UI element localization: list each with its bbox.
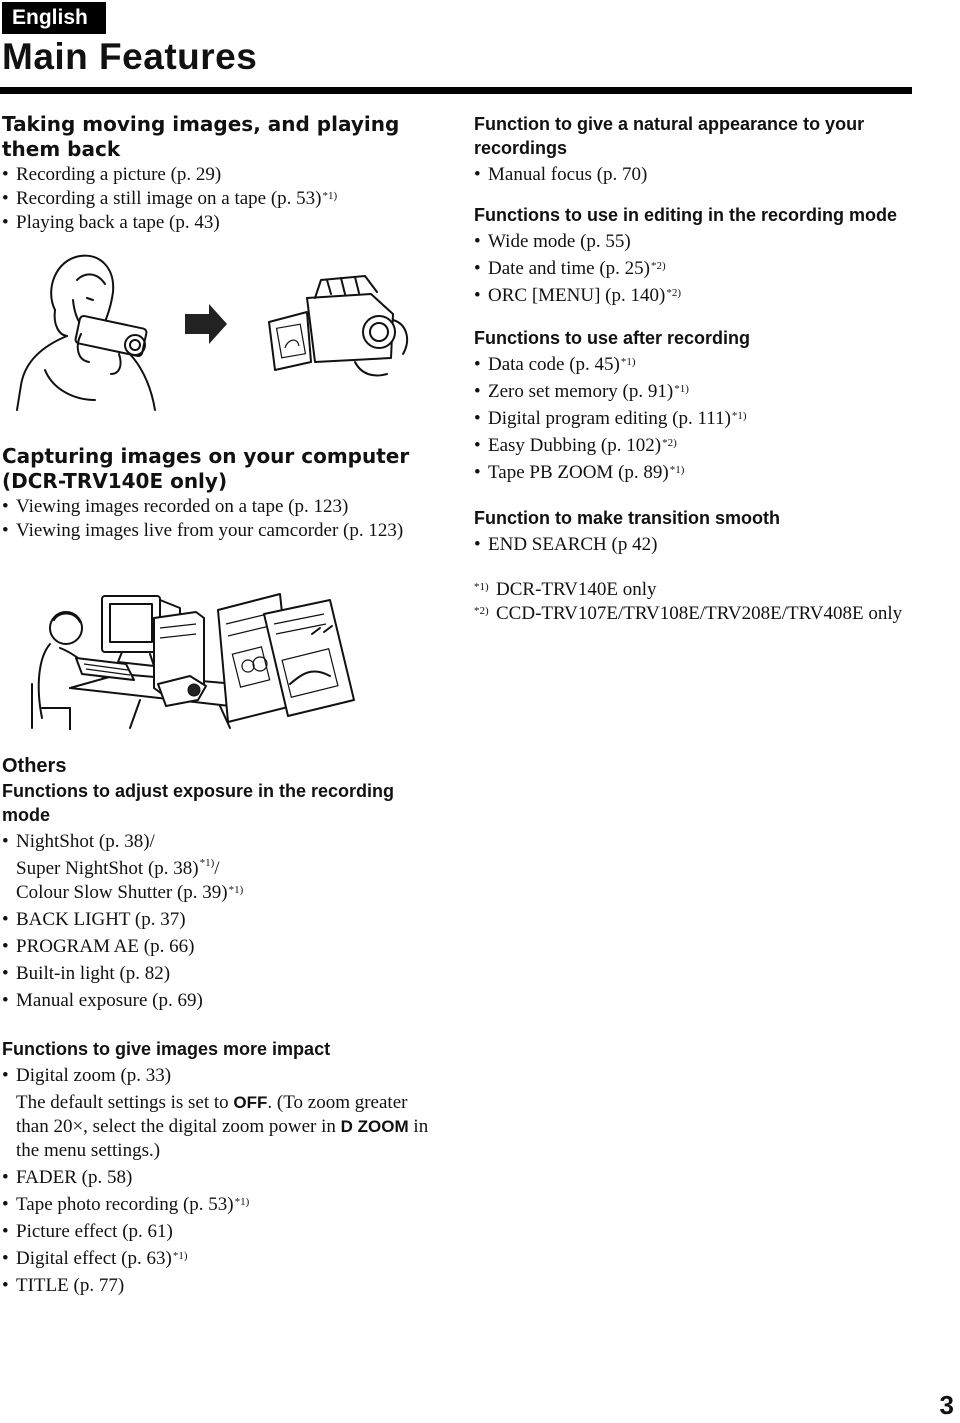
keyboard-icon	[76, 658, 134, 680]
subsection-heading: Functions to give images more impact	[2, 1039, 331, 1059]
list-item: • Picture effect (p. 61)	[2, 1221, 173, 1242]
footnotes	[474, 578, 914, 626]
list-item: • Recording a still image on a tape (p. 53)$^{*1)}$	[2, 188, 338, 209]
list-item: • Easy Dubbing (p. 102)$^{*2)}$	[474, 435, 677, 456]
camcorder-lcd-icon	[269, 276, 407, 376]
footnote: *2) CCD-TRV107E/TRV108E/TRV208E/TRV408E only	[474, 603, 903, 624]
zoom-note: The default settings is set to OFF. (To zoom greater than 20×, select the digital zoom power in D ZOOM in the menu settings.)	[16, 1092, 429, 1161]
list-item: • PROGRAM AE (p. 66)	[2, 936, 195, 957]
section-others	[2, 754, 442, 1301]
section-capturing-images	[2, 444, 442, 543]
page-number: 3	[939, 1390, 954, 1420]
section-natural-appearance	[474, 112, 924, 187]
person-with-camcorder-icon	[17, 256, 155, 410]
list-item: • Recording a picture (p. 29)	[2, 164, 222, 185]
section-heading: Functions to use in editing in the recording mode	[474, 205, 898, 225]
section-transition	[474, 506, 924, 557]
list-item: • NightShot (p. 38)/ Super NightShot (p. 38)$^{*1)}$/ Colour Slow Shutter (p. 39)$^{*1)}$	[2, 831, 244, 903]
list-item: • Digital zoom (p. 33) The default settings is set to OFF. (To zoom greater than 20×, select the digital zoom power in D ZOOM in the menu settings.)	[2, 1064, 442, 1163]
feature-list	[474, 533, 924, 557]
subsection-heading: Functions to adjust exposure in the recording mode	[2, 781, 395, 825]
list-item: • Zero set memory (p. 91)$^{*1)}$	[474, 381, 689, 402]
list-item: • Date and time (p. 25)$^{*2)}$	[474, 258, 666, 279]
section-heading: Function to make transition smooth	[474, 508, 781, 528]
list-item: • Digital program editing (p. 111)$^{*1)}$	[474, 408, 747, 429]
feature-list	[2, 163, 442, 235]
section-heading: Functions to use after recording	[474, 328, 751, 348]
list-item: • ORC [MENU] (p. 140)$^{*2)}$	[474, 285, 681, 306]
right-column	[474, 112, 924, 626]
section-heading: Others	[2, 755, 67, 777]
feature-list	[474, 230, 924, 308]
feature-list	[2, 1064, 442, 1298]
section-after-recording	[474, 326, 924, 485]
list-item: • Built-in light (p. 82)	[2, 963, 171, 984]
feature-list	[2, 495, 442, 543]
arrow-right-icon	[185, 304, 227, 344]
printout-icon	[218, 594, 354, 722]
list-item: • FADER (p. 58)	[2, 1167, 133, 1188]
feature-list	[2, 830, 442, 1013]
list-item: • TITLE (p. 77)	[2, 1275, 125, 1296]
list-item: • Wide mode (p. 55)	[474, 231, 631, 252]
list-item: • BACK LIGHT (p. 37)	[2, 909, 186, 930]
list-item: • Viewing images recorded on a tape (p. 123)	[2, 496, 349, 517]
list-item: • Tape photo recording (p. 53)$^{*1)}$	[2, 1194, 250, 1215]
section-moving-images	[2, 112, 442, 235]
list-item: • Viewing images live from your camcorder (p. 123)	[2, 520, 404, 541]
list-item: • Manual focus (p. 70)	[474, 164, 648, 185]
list-item: • Data code (p. 45)$^{*1)}$	[474, 354, 636, 375]
list-item: • END SEARCH (p 42)	[474, 534, 658, 555]
list-item: • Digital effect (p. 63)$^{*1)}$	[2, 1248, 188, 1269]
computer-illustration	[30, 588, 370, 730]
section-heading: Function to give a natural appearance to your recordings	[474, 114, 865, 158]
page-title: Main Features	[2, 36, 258, 77]
title-rule	[0, 87, 912, 94]
list-item: • Playing back a tape (p. 43)	[2, 212, 220, 233]
footnote: *1) DCR-TRV140E only	[474, 579, 657, 600]
section-editing-recording	[474, 203, 924, 308]
section-heading: Taking moving images, and playing them back	[2, 112, 400, 161]
feature-list	[474, 353, 924, 485]
recording-illustration	[15, 250, 415, 420]
list-item: • Tape PB ZOOM (p. 89)$^{*1)}$	[474, 462, 685, 483]
list-item: • Manual exposure (p. 69)	[2, 990, 203, 1011]
feature-list	[474, 163, 924, 187]
section-heading: Capturing images on your computer (DCR-TRV140E only)	[2, 444, 410, 493]
language-tab: English	[2, 2, 106, 34]
